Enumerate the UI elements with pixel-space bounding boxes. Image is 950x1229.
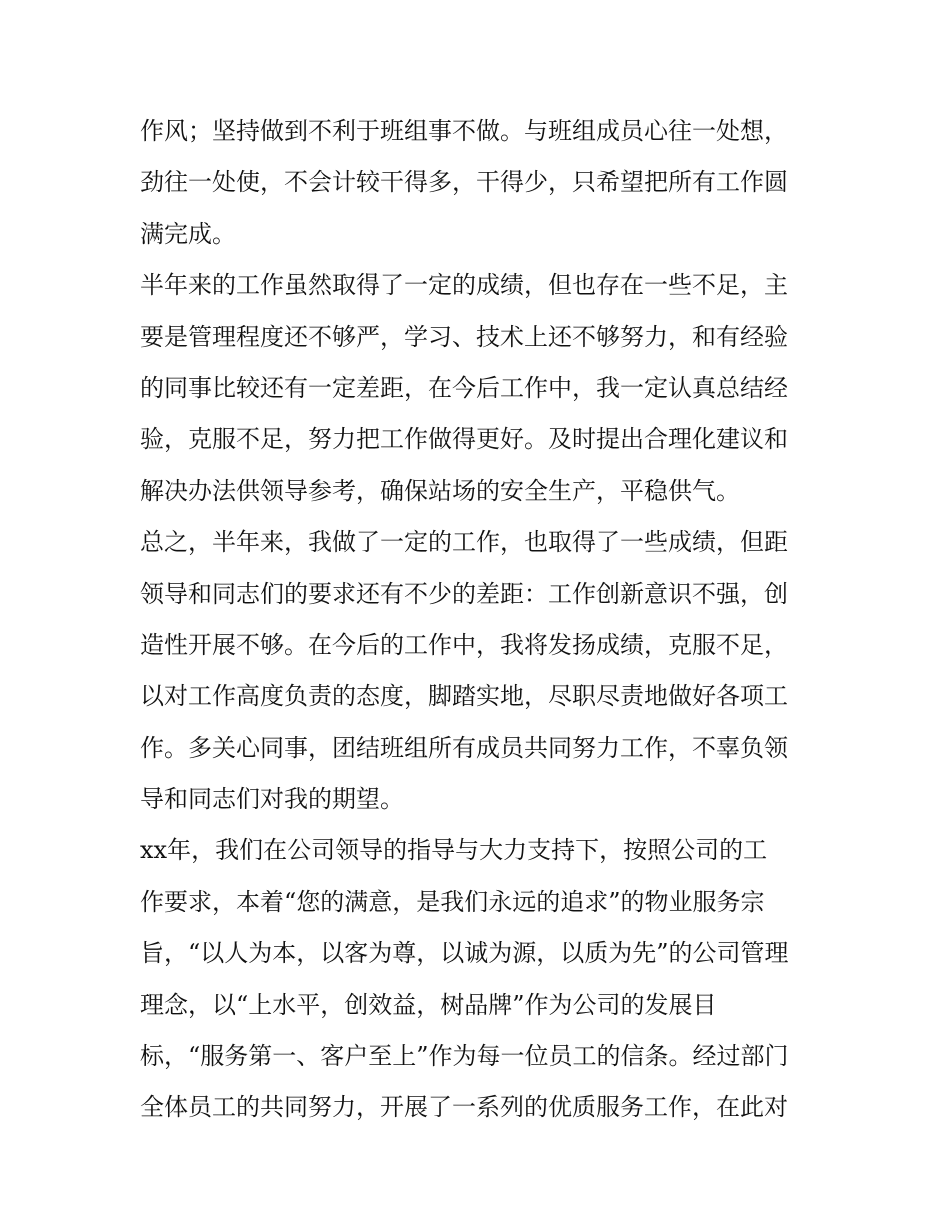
text-line: 以对工作高度负责的态度，脚踏实地，尽职尽责地做好各项工 [140, 682, 788, 711]
text-line: 导和同志们对我的期望。 [140, 785, 404, 814]
text-line: 全体员工的共同努力，开展了一系列的优质服务工作，在此对 [140, 1093, 788, 1122]
text-line: 旨，“以人为本，以客为尊，以诚为源，以质为先”的公司管理 [140, 939, 789, 968]
text-line: 领导和同志们的要求还有不少的差距：工作创新意识不强，创 [140, 579, 788, 608]
text-line: 解决办法供领导参考，确保站场的安全生产，平稳供气。 [140, 476, 740, 505]
text-line: 满完成。 [140, 219, 236, 248]
text-line: 的同事比较还有一定差距，在今后工作中，我一定认真总结经 [140, 373, 788, 402]
document-body [140, 106, 820, 1134]
text-line: xx年，我们在公司领导的指导与大力支持下，按照公司的工 [140, 836, 768, 865]
text-line: 作风；坚持做到不利于班组事不做。与班组成员心往一处想， [140, 117, 788, 145]
text-line: 验，克服不足，努力把工作做得更好。及时提出合理化建议和 [140, 425, 788, 454]
text-line: 理念，以“上水平，创效益，树品牌”作为公司的发展目 [140, 990, 717, 1019]
text-line: 总之，半年来，我做了一定的工作，也取得了一些成绩，但距 [140, 528, 788, 557]
text-line: 标，“服务第一、客户至上”作为每一位员工的信条。经过部门 [140, 1042, 789, 1071]
text-line: 要是管理程度还不够严，学习、技术上还不够努力，和有经验 [140, 322, 788, 351]
text-line: 劲往一处使，不会计较干得多，干得少，只希望把所有工作圆 [140, 168, 788, 197]
text-line: 作要求，本着“您的满意，是我们永远的追求”的物业服务宗 [140, 887, 765, 916]
text-line: 作。多关心同事，团结班组所有成员共同努力工作，不辜负领 [140, 733, 788, 762]
text-line: 造性开展不够。在今后的工作中，我将发扬成绩，克服不足， [140, 630, 788, 659]
text-line: 半年来的工作虽然取得了一定的成绩，但也存在一些不足，主 [140, 271, 788, 300]
